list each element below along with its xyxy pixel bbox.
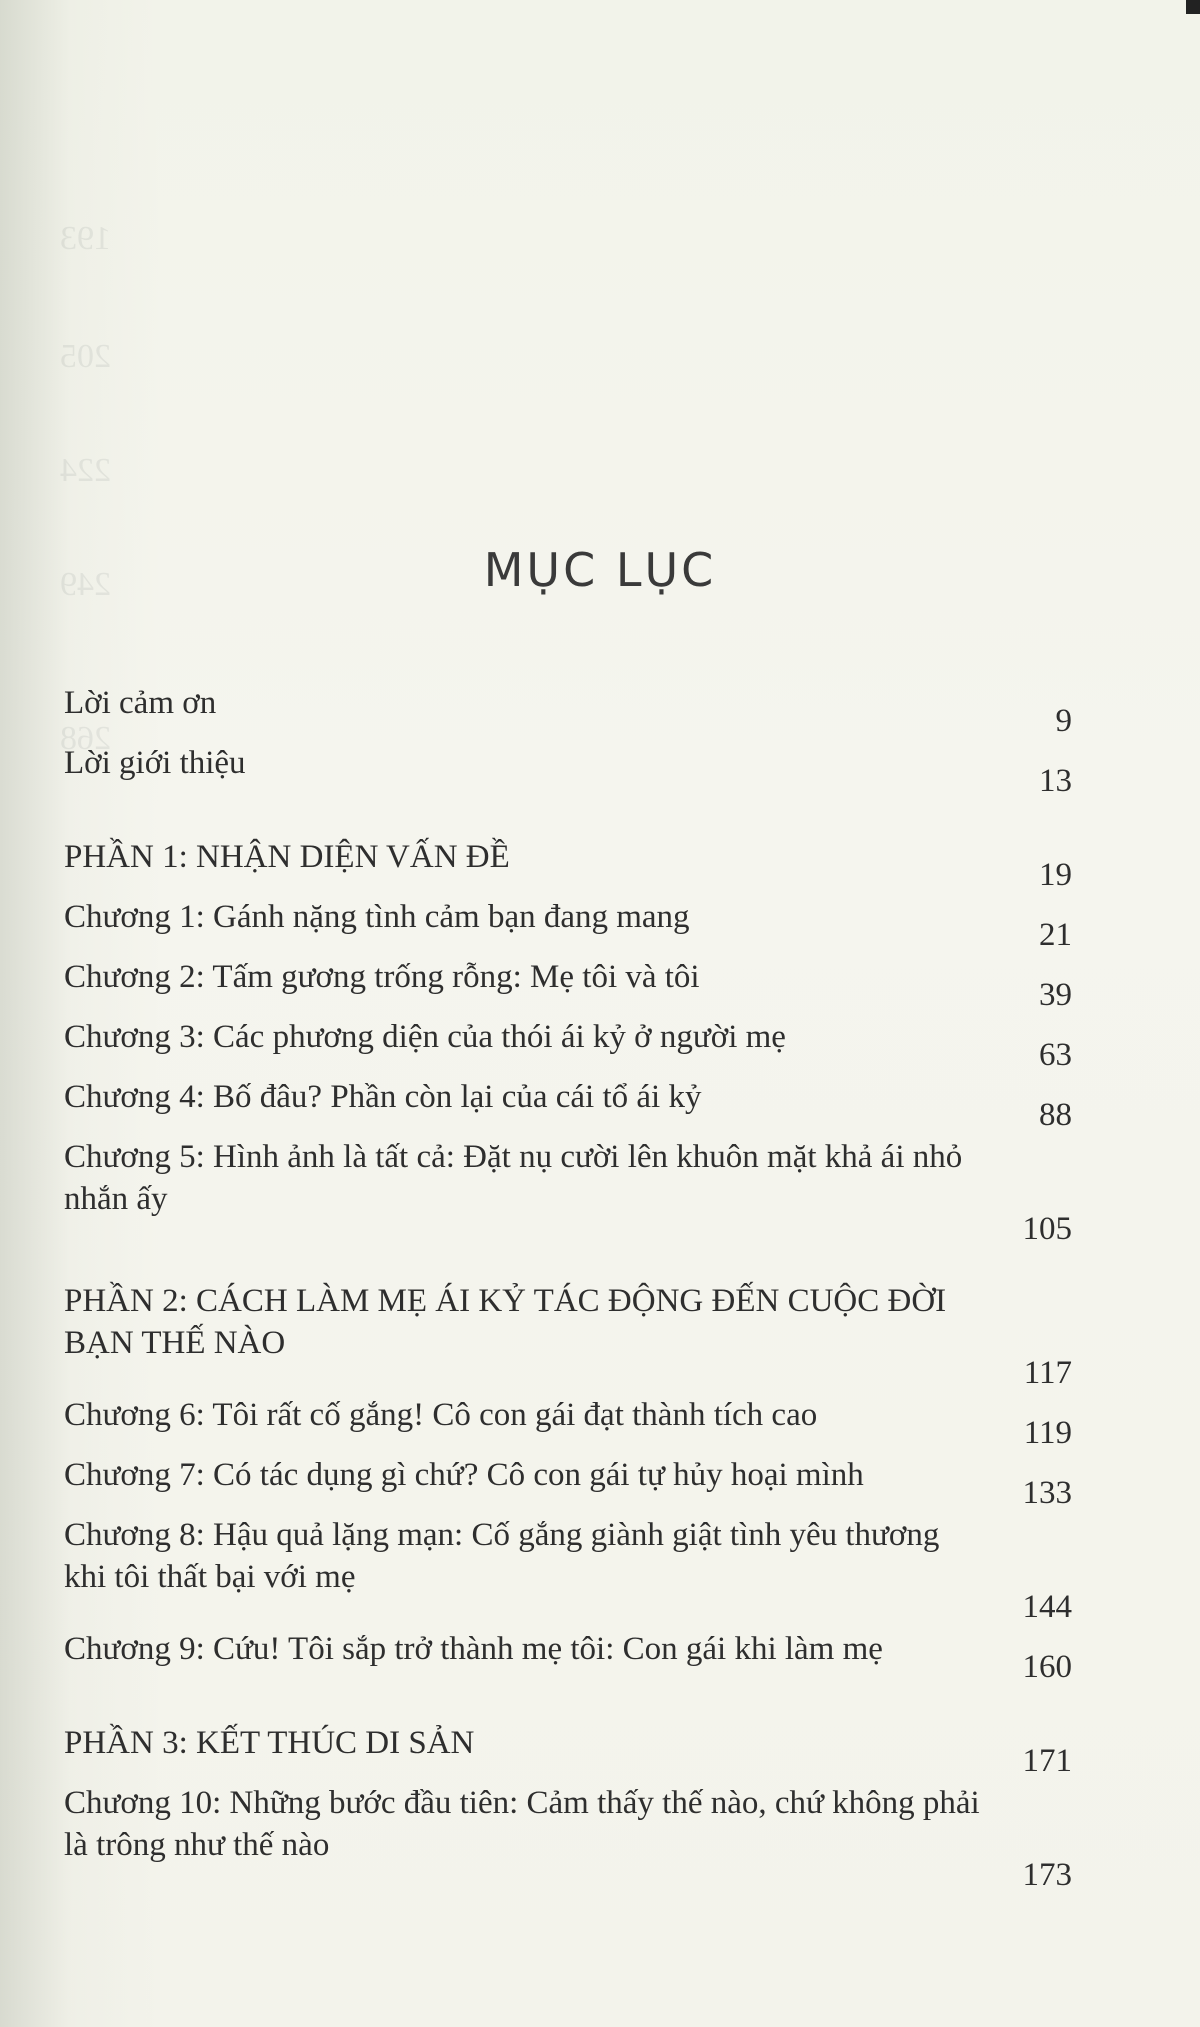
toc-entry-page: 144 bbox=[1022, 1589, 1072, 1625]
toc-part-heading bbox=[64, 836, 1072, 896]
toc-entry-label: Lời cảm ơn bbox=[64, 685, 217, 721]
toc-entry-label: Chương 1: Gánh nặng tình cảm bạn đang mang bbox=[64, 899, 690, 935]
corner-mark bbox=[1186, 0, 1200, 14]
toc-entry-page: 13 bbox=[1039, 763, 1072, 799]
toc-entry-label: PHẦN 1: NHẬN DIỆN VẤN ĐỀ bbox=[64, 839, 510, 875]
toc-entry-label: PHẦN 2: CÁCH LÀM MẸ ÁI KỶ TÁC ĐỘNG ĐẾN CUỘC ĐỜI BẠN THẾ NÀO bbox=[64, 1283, 947, 1361]
toc-entry bbox=[64, 1016, 1072, 1076]
toc-entry bbox=[64, 1076, 1072, 1136]
toc-entry bbox=[64, 742, 1072, 802]
toc-entry-page: 63 bbox=[1039, 1037, 1072, 1073]
toc-entry bbox=[64, 682, 1072, 742]
toc-entry-page: 119 bbox=[1023, 1415, 1072, 1451]
toc-entry-label: Chương 2: Tấm gương trống rỗng: Mẹ tôi và tôi bbox=[64, 959, 700, 995]
toc-entry-page: 88 bbox=[1039, 1097, 1072, 1133]
toc-entry bbox=[64, 896, 1072, 956]
toc-entry-label: Chương 4: Bố đâu? Phần còn lại của cái tổ ái kỷ bbox=[64, 1079, 702, 1115]
toc-entry-page: 117 bbox=[1023, 1355, 1072, 1391]
toc-part-heading bbox=[64, 1280, 1072, 1394]
toc-entry-label: Chương 7: Có tác dụng gì chứ? Cô con gái tự hủy hoại mình bbox=[64, 1457, 864, 1493]
toc-entry-page: 21 bbox=[1039, 917, 1072, 953]
toc-entry-page: 105 bbox=[1022, 1211, 1072, 1247]
page-title: MỤC LỤC bbox=[483, 542, 717, 597]
toc-entry-label: Chương 5: Hình ảnh là tất cả: Đặt nụ cười lên khuôn mặt khả ái nhỏ nhắn ấy bbox=[64, 1139, 963, 1217]
toc-entry bbox=[64, 1394, 1072, 1454]
toc-entry-page: 39 bbox=[1039, 977, 1072, 1013]
bleed-through-number: 193 bbox=[60, 220, 111, 257]
toc-entry-label: Chương 3: Các phương diện của thói ái kỷ ở người mẹ bbox=[64, 1019, 786, 1055]
toc-entry-page: 19 bbox=[1039, 857, 1072, 893]
toc-entry bbox=[64, 1514, 1072, 1628]
bleed-through-number: 224 bbox=[60, 452, 111, 489]
toc-part-heading bbox=[64, 1722, 1072, 1782]
toc-entry bbox=[64, 1782, 1072, 1896]
toc-entry bbox=[64, 1136, 1072, 1250]
toc-entry-page: 160 bbox=[1022, 1649, 1072, 1685]
toc-entry bbox=[64, 1454, 1072, 1514]
toc-entry-label: Chương 8: Hậu quả lặng mạn: Cố gắng giành giật tình yêu thương khi tôi thất bại với mẹ bbox=[64, 1517, 940, 1595]
toc-entry-page: 9 bbox=[1055, 703, 1072, 739]
toc-entry-label: Chương 10: Những bước đầu tiên: Cảm thấy thế nào, chứ không phải là trông như thế nào bbox=[64, 1785, 980, 1863]
toc-entry-label: PHẦN 3: KẾT THÚC DI SẢN bbox=[64, 1725, 475, 1761]
toc-entry-label: Chương 9: Cứu! Tôi sắp trở thành mẹ tôi: Con gái khi làm mẹ bbox=[64, 1631, 883, 1667]
bleed-through-number: 205 bbox=[60, 338, 111, 375]
toc-entry-page: 133 bbox=[1022, 1475, 1072, 1511]
toc-entry-page: 171 bbox=[1022, 1743, 1072, 1779]
table-of-contents bbox=[64, 682, 1072, 1896]
toc-entry-label: Chương 6: Tôi rất cố gắng! Cô con gái đạt thành tích cao bbox=[64, 1397, 818, 1433]
toc-entry bbox=[64, 1628, 1072, 1688]
toc-entry-page: 173 bbox=[1022, 1857, 1072, 1893]
bleed-through-number: 249 bbox=[60, 566, 111, 603]
bleed-through-number: 268 bbox=[60, 720, 111, 757]
toc-entry bbox=[64, 956, 1072, 1016]
toc-entry-label: Lời giới thiệu bbox=[64, 745, 246, 781]
